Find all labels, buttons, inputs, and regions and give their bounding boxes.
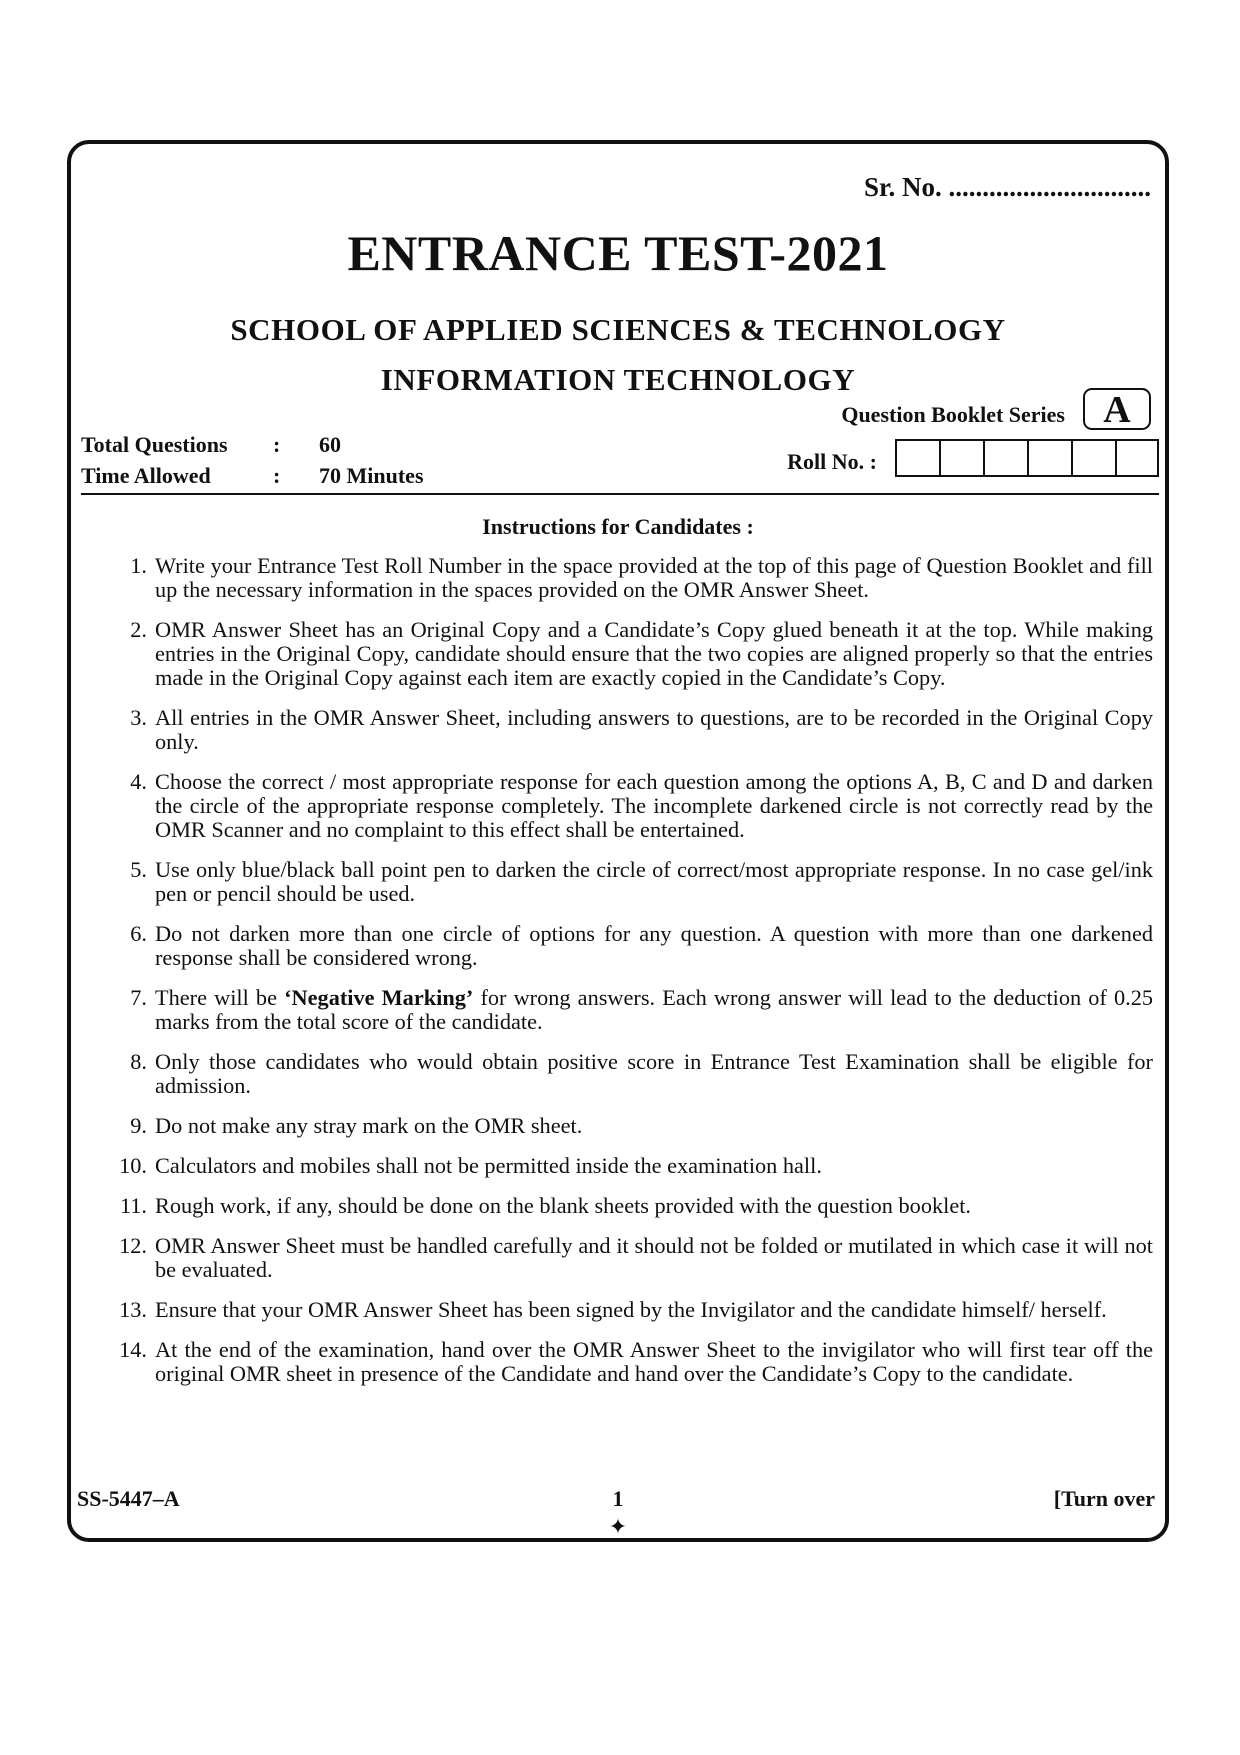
item-number: 2. xyxy=(130,617,147,642)
roll-digit-box[interactable] xyxy=(1029,441,1073,475)
roll-digit-box[interactable] xyxy=(1073,441,1117,475)
roll-digit-box[interactable] xyxy=(941,441,985,475)
item-number: 8. xyxy=(130,1049,147,1074)
instructions-list xyxy=(71,554,1153,1402)
instructions-heading: Instructions for Candidates : xyxy=(482,514,754,539)
item-text: Choose the correct / most appropriate response for each question among the options A, B, C and D and darken the circle of the appropriate response completely. The incomplete darkened circle is not correctly read by the OMR Scanner and no complaint to this effect shall be entertained. xyxy=(155,769,1153,842)
roll-number-boxes[interactable] xyxy=(895,439,1159,477)
list-item xyxy=(71,1154,1153,1178)
item-text: Calculators and mobiles shall not be permitted inside the examination hall. xyxy=(155,1153,822,1178)
item-text-pre: There will be xyxy=(155,985,285,1010)
list-item xyxy=(71,1114,1153,1138)
total-questions-colon: : xyxy=(273,432,281,457)
list-item xyxy=(71,1234,1153,1282)
star-icon: ✦ xyxy=(608,1514,628,1539)
list-item xyxy=(71,1338,1153,1386)
page-border xyxy=(67,140,1169,1542)
item-text: Write your Entrance Test Roll Number in the space provided at the top of this page of Question Booklet and fill up the necessary information in the spaces provided on the OMR Answer Sheet. xyxy=(155,553,1153,602)
negative-marking-emphasis: ‘Negative Marking’ xyxy=(284,985,474,1010)
page-number: 1 xyxy=(612,1486,624,1511)
booklet-series-label: Question Booklet Series xyxy=(841,402,1065,427)
item-text: Do not make any stray mark on the OMR sheet. xyxy=(155,1113,583,1138)
item-number: 13. xyxy=(119,1297,147,1322)
time-allowed-colon: : xyxy=(273,463,281,488)
list-item xyxy=(71,618,1153,690)
item-number: 4. xyxy=(130,769,147,794)
total-questions-label: Total Questions xyxy=(81,432,228,457)
list-item xyxy=(71,986,1153,1034)
list-item xyxy=(71,770,1153,842)
list-item xyxy=(71,1050,1153,1098)
item-text: Ensure that your OMR Answer Sheet has been signed by the Invigilator and the candidate himself/ herself. xyxy=(155,1297,1107,1322)
item-text-post: for wrong answers. Each wrong answer will lead to the deduction of 0.25 marks from the total score of the candidate. xyxy=(155,985,1153,1034)
department-name: INFORMATION TECHNOLOGY xyxy=(380,362,856,397)
list-item xyxy=(71,1194,1153,1218)
time-allowed-value: 70 Minutes xyxy=(319,463,424,488)
total-questions-value: 60 xyxy=(319,432,341,457)
time-allowed-label: Time Allowed xyxy=(81,463,211,488)
item-number: 14. xyxy=(119,1337,147,1362)
serial-number: Sr. No. .............................. xyxy=(863,172,1151,202)
item-text: Use only blue/black ball point pen to darken the circle of correct/most appropriate response. In no case gel/ink pen or pencil should be used. xyxy=(155,857,1153,906)
item-number: 10. xyxy=(119,1153,147,1178)
item-number: 11. xyxy=(119,1193,147,1218)
item-text: OMR Answer Sheet has an Original Copy and a Candidate’s Copy glued beneath it at the top. While making entries in the Original Copy, candidate should ensure that the two copies are aligned properly so that the entries made in the Original Copy against each item are exactly copied in the Candidate’s Copy. xyxy=(155,617,1153,690)
header-divider xyxy=(81,493,1159,495)
item-text: Only those candidates who would obtain positive score in Entrance Test Examination shall be eligible for admission. xyxy=(155,1049,1153,1098)
item-number: 5. xyxy=(130,857,147,882)
exam-title: ENTRANCE TEST-2021 xyxy=(347,225,889,281)
list-item xyxy=(71,1298,1153,1322)
roll-number-label: Roll No. : xyxy=(787,449,877,474)
roll-digit-box[interactable] xyxy=(1117,441,1157,475)
booklet-series-badge: A xyxy=(1083,388,1151,430)
item-number: 3. xyxy=(130,705,147,730)
item-number: 9. xyxy=(130,1113,147,1138)
item-text: At the end of the examination, hand over the OMR Answer Sheet to the invigilator who will first tear off the original OMR sheet in presence of the Candidate and hand over the Candidate’s Copy to the candidate. xyxy=(155,1337,1153,1386)
item-text: Rough work, if any, should be done on the blank sheets provided with the question booklet. xyxy=(155,1193,971,1218)
roll-digit-box[interactable] xyxy=(985,441,1029,475)
list-item xyxy=(71,922,1153,970)
item-number: 1. xyxy=(130,553,147,578)
turn-over-label: [Turn over xyxy=(1053,1486,1155,1511)
item-text: Do not darken more than one circle of options for any question. A question with more than one darkened response shall be considered wrong. xyxy=(155,921,1153,970)
list-item xyxy=(71,706,1153,754)
list-item xyxy=(71,554,1153,602)
school-name: SCHOOL OF APPLIED SCIENCES & TECHNOLOGY xyxy=(230,312,1006,347)
item-number: 12. xyxy=(119,1233,147,1258)
booklet-code: SS-5447–A xyxy=(77,1486,180,1511)
list-item xyxy=(71,858,1153,906)
item-number: 6. xyxy=(130,921,147,946)
item-text: OMR Answer Sheet must be handled carefully and it should not be folded or mutilated in which case it will not be evaluated. xyxy=(155,1233,1153,1282)
roll-digit-box[interactable] xyxy=(897,441,941,475)
item-number: 7. xyxy=(130,985,147,1010)
item-text: All entries in the OMR Answer Sheet, including answers to questions, are to be recorded in the Original Copy only. xyxy=(155,705,1153,754)
